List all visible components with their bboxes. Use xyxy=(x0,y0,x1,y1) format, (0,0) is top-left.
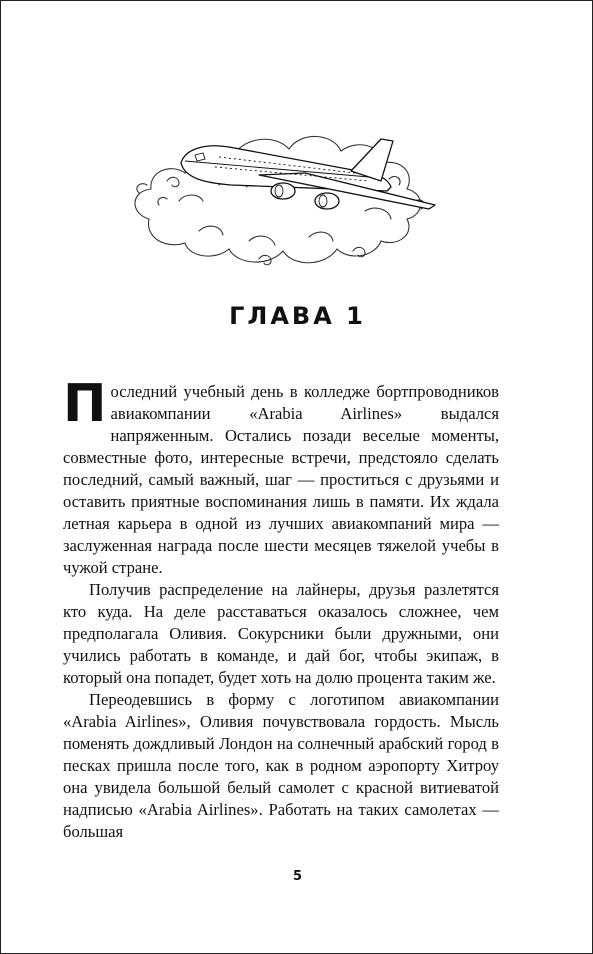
paragraph-1 xyxy=(63,374,499,579)
chapter-title: ГЛАВА 1 xyxy=(229,302,366,330)
paragraph-1-text: оследний учебный день в колледже бортпроводников авиакомпании «Arabia Airlines» выдался напряженным. Остались позади веселые моменты, совместные фото, интересные встречи, предстояло сделать последний, самый важный, шаг — проститься с друзьями и оставить приятные воспоминания лишь в памяти. Их ждала летная карьера в одной из лучших авиакомпаний мира — заслуженная награда после шести месяцев тяжелой учебы в чужой стране. xyxy=(63,382,499,577)
airplane-in-clouds-icon xyxy=(119,101,441,281)
paragraph-2: Получив распределение на лайнеры, друзья разлетятся кто куда. На деле расставаться оказалось сложнее, чем предполагала Оливия. Сокурсники были дружными, они учились работать в команде, и дай бог, чтобы экипаж, в который она попадет, будет хоть на долю процента таким же. xyxy=(63,580,499,687)
body-text xyxy=(63,374,499,843)
paragraph-3: Переодевшись в форму с логотипом авиакомпании «Arabia Airlines», Оливия почувствовала гордость. Мысль поменять дождливый Лондон на солнечный арабский город в песках пришла после того, как в родном аэропорту Хитроу она увидела большой белый самолет с красной витиеватой надписью «Arabia Airlines». Работать на таких самолетах — большая xyxy=(63,690,499,841)
drop-cap: П xyxy=(63,374,107,434)
page-number: 5 xyxy=(292,869,303,884)
